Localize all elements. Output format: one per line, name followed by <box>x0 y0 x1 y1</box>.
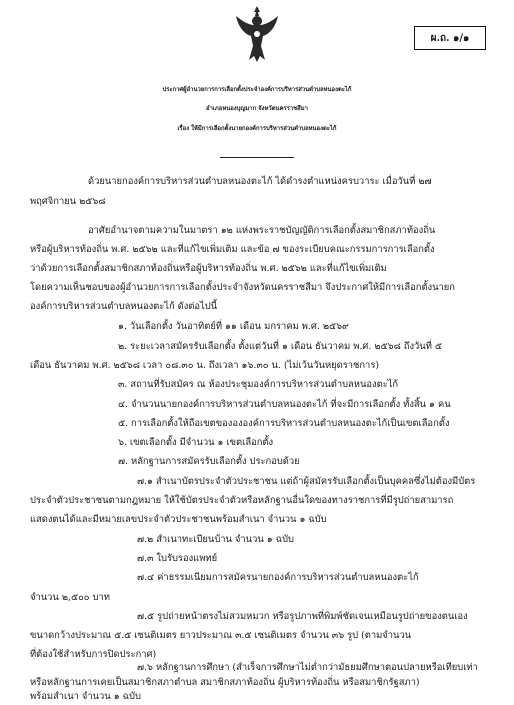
item-7: ๗. หลักฐานการสมัครรับเลือกตั้ง ประกอบด้วย <box>118 456 300 467</box>
item-6: ๖. เขตเลือกตั้ง มีจำนวน ๑ เขตเลือกตั้ง <box>118 437 274 448</box>
sub-item-7-5-line-2: ขนาดกว้างประมาณ ๕.๕ เซนติเมตร ยาวประมาณ ๓.๕ เซนติเมตร จำนวน ๓๖ รูป (ตามจำนวน <box>30 630 412 641</box>
sub-item-7-4: ๗.๔ ค่าธรรมเนียมการสมัครนายกองค์การบริหารส่วนตำบลหนองตะไก้ <box>137 572 419 583</box>
item-1: ๑. วันเลือกตั้ง วันอาทิตย์ที่ ๑๑ เดือน มกราคม พ.ศ. ๒๕๖๙ <box>118 321 349 332</box>
sub-item-7-6: ๗.๖ หลักฐานการศึกษา (สำเร็จการศึกษาไม่ต่ำกว่ามัธยมศึกษาตอนปลายหรือเทียบเท่า <box>137 662 478 673</box>
item-3: ๓. สถานที่รับสมัคร ณ ห้องประชุมองค์การบริหารส่วนตำบลหนองตะไก้ <box>118 379 399 390</box>
title-line-2: อำเภอหนองบุญมาก จังหวัดนครราชสีมา <box>206 105 308 112</box>
sub-item-7-1-line-3: แสดงตนได้และมีหมายเลขประจำตัวประชาชนพร้อมสำเนา จำนวน ๑ ฉบับ <box>30 514 327 525</box>
title-line-1: ประกาศผู้อำนวยการการเลือกตั้งประจำองค์การบริหารส่วนตำบลหนองตะไก้ <box>162 86 352 93</box>
sub-item-7-5: ๗.๕ รูปถ่ายหน้าตรงไม่สวมหมวก หรือรูปภาพที่พิมพ์ชัดเจนเหมือนรูปถ่ายของตนเอง <box>137 611 468 622</box>
sub-item-7-6-line-3: พร้อมสำเนา จำนวน ๑ ฉบับ <box>30 691 141 702</box>
item-2: ๒. ระยะเวลาสมัครรับเลือกตั้ง ตั้งแต่วันที่ ๑ เดือน ธันวาคม พ.ศ. ๒๕๖๘ ถึงวันที่ ๕ <box>118 341 442 352</box>
authority-line-3: ว่าด้วยการเลือกตั้งสมาชิกสภาท้องถิ่นหรือผู้บริหารท้องถิ่น พ.ศ. ๒๕๖๒ และที่แก้ไขเพิ่มเติม <box>30 263 387 274</box>
item-5: ๕. การเลือกตั้งให้ถือเขตของององค์การบริหารส่วนตำบลหนองตะไก้เป็นเขตเลือกตั้ง <box>118 418 450 429</box>
sub-item-7-5-line-3: ที่ต้องใช้สำหรับการปิดประกาศ) <box>30 649 157 660</box>
sub-item-7-6-line-2: หรือหลักฐานการเคยเป็นสมาชิกสภาตำบล สมาชิกสภาท้องถิ่น ผู้บริหารท้องถิ่น หรือสมาชิกรัฐสภา) <box>30 677 420 688</box>
authority-line-1: อาศัยอำนาจตามความในมาตรา ๑๒ แห่งพระราชบัญญัติการเลือกตั้งสมาชิกสภาท้องถิ่น <box>88 225 436 236</box>
sub-item-7-3: ๗.๓ ใบรับรองแพทย์ <box>137 553 218 564</box>
authority-line-2: หรือผู้บริหารท้องถิ่น พ.ศ. ๒๕๖๒ และที่แก้ไขเพิ่มเติม และข้อ ๗ ของระเบียบคณะกรรมการการเลือกตั้ง <box>30 244 435 255</box>
authority-line-5: องค์การบริหารส่วนตำบลหนองตะไก้ ดังต่อไปนี้ <box>30 301 218 312</box>
garuda-emblem-icon <box>233 4 281 64</box>
item-4: ๔. จำนวนนายกองค์การบริหารส่วนตำบลหนองตะไก้ ที่จะมีการเลือกตั้ง ทั้งสิ้น ๑ คน <box>118 399 451 410</box>
sub-item-7-1-line-2: ประจำตัวประชาชนตามกฎหมาย ให้ใช้บัตรประจำตัวหรือหลักฐานอื่นใดของทางราชการที่มีรูปถ่ายสามารถ <box>30 495 454 506</box>
authority-line-4: โดยความเห็นชอบของผู้อำนวยการการเลือกตั้งประจำจังหวัดนครราชสีมา จึงประกาศให้มีการเลือกตั้งนายก <box>30 282 455 293</box>
sub-item-7-2: ๗.๒ สำเนาทะเบียนบ้าน จำนวน ๑ ฉบับ <box>137 534 294 545</box>
title-divider <box>220 157 294 158</box>
form-code-box: ผ.ถ. ๑/๑ <box>414 26 486 50</box>
sub-item-7-1: ๗.๑ สำเนาบัตรประจำตัวประชาชน แต่ถ้าผู้สมัครรับเลือกตั้งเป็นบุคคลซึ่งไม่ต้องมีบัตร <box>137 476 476 487</box>
intro-line-1: ด้วยนายกองค์การบริหารส่วนตำบลหนองตะไก้ ได้ดำรงตำแหน่งครบวาระ เมื่อวันที่ ๒๗ <box>88 176 432 187</box>
intro-line-2: พฤศจิกายน ๒๕๖๘ <box>30 196 106 207</box>
title-line-3: เรื่อง ให้มีการเลือกตั้งนายกองค์การบริหารส่วนตำบลหนองตะไก้ <box>177 125 337 132</box>
item-2-continued: เดือน ธันวาคม พ.ศ. ๒๕๖๘ เวลา ๐๘.๓๐ น. ถึงเวลา ๑๖.๓๐ น. (ไม่เว้นวันหยุดราชการ) <box>30 360 380 371</box>
sub-item-7-4-fee: จำนวน ๒,๕๐๐ บาท <box>30 592 110 603</box>
